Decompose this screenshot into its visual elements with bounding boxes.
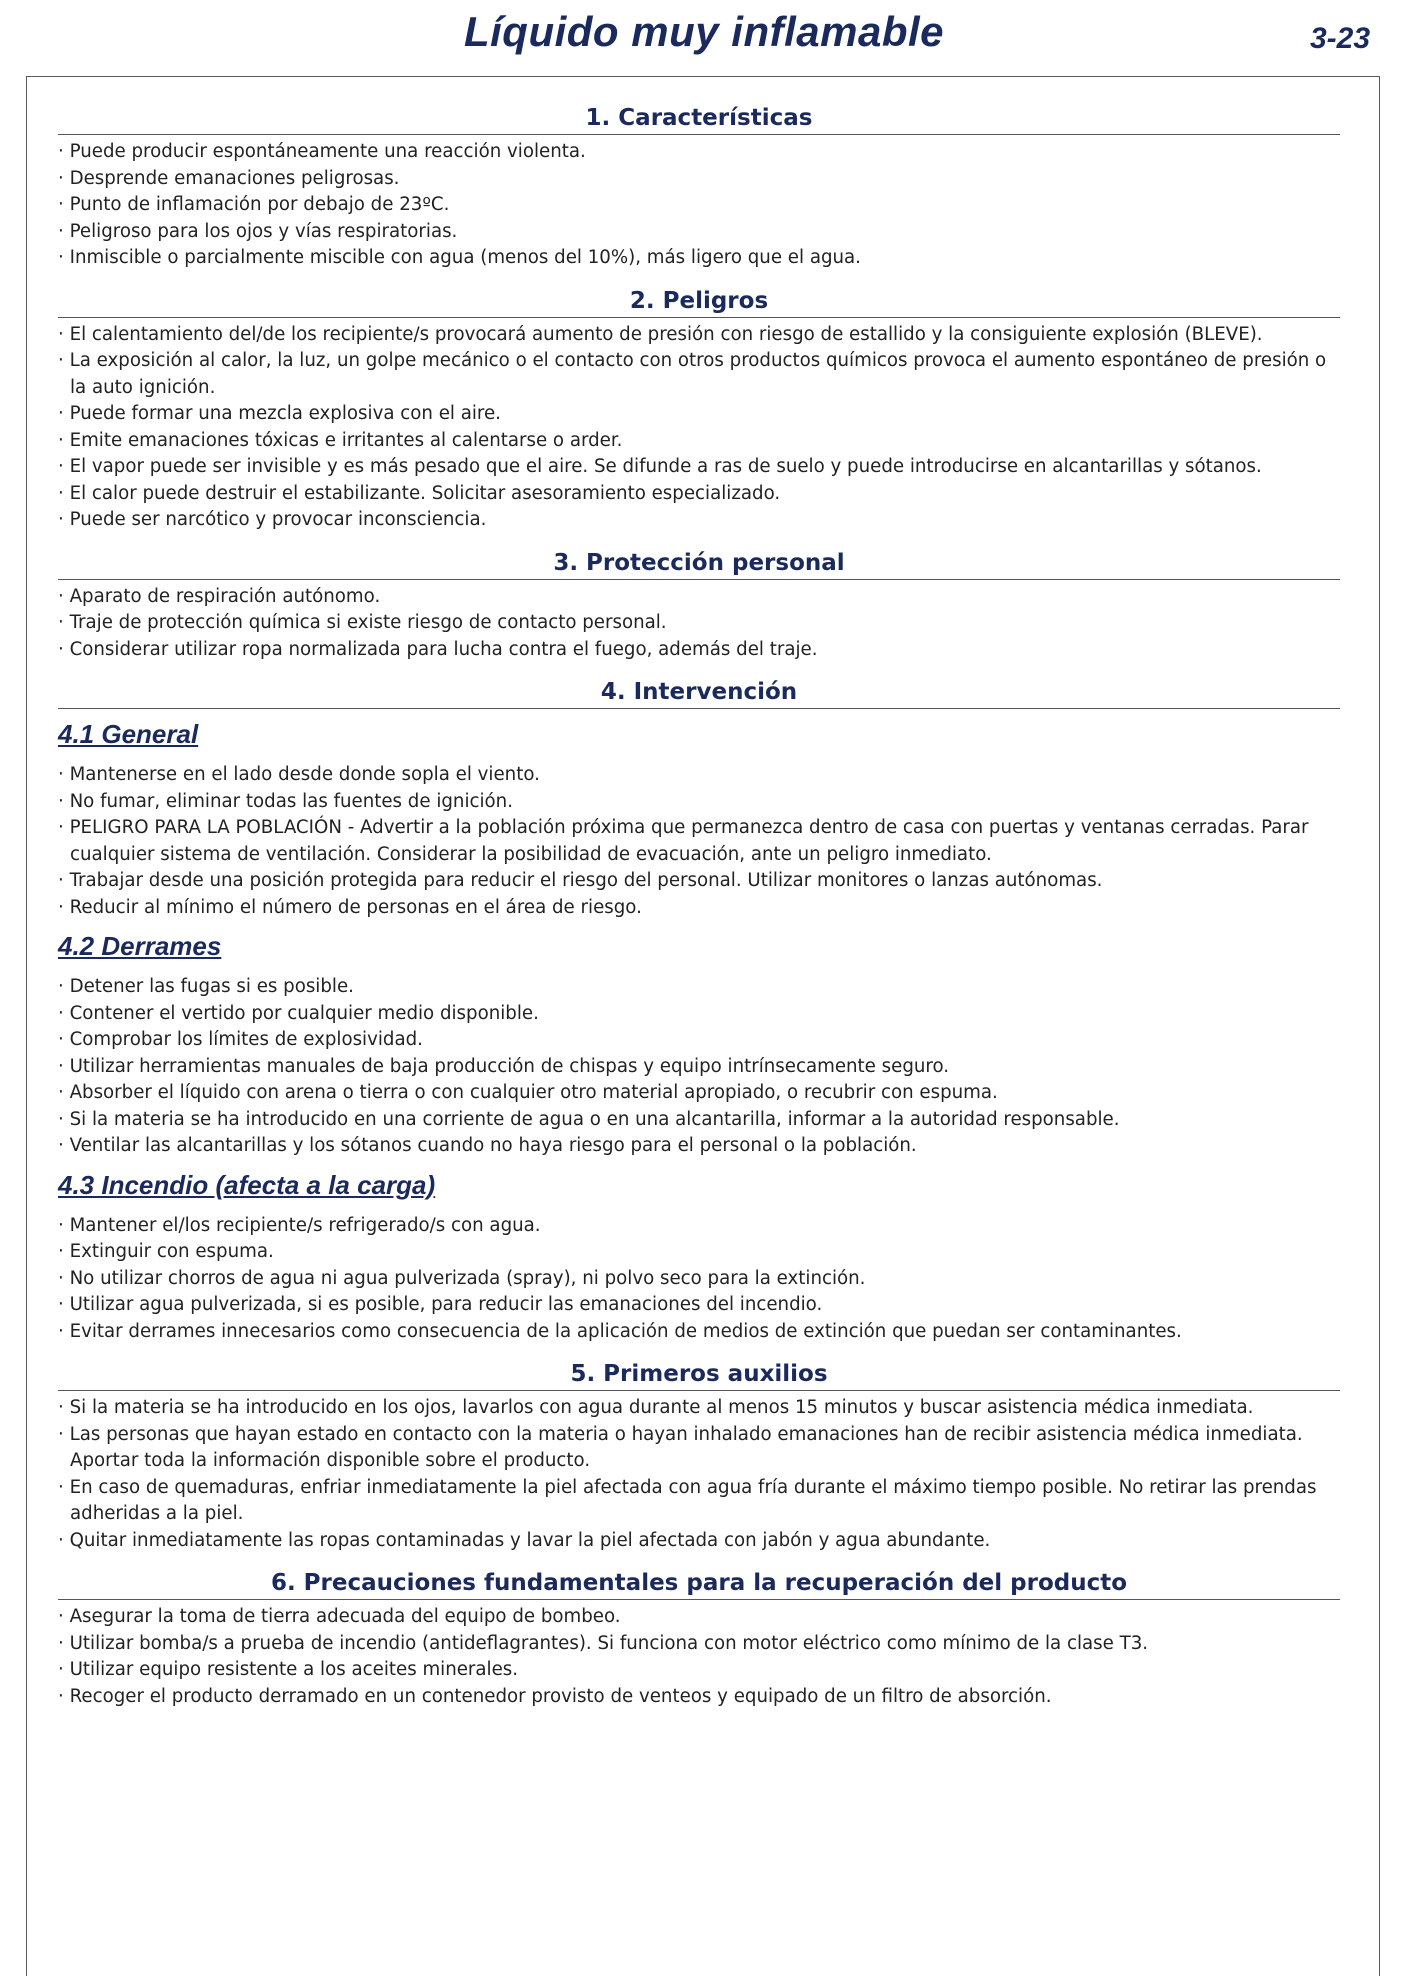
list-item: · Utilizar herramientas manuales de baja producción de chispas y equipo intrínsecamente seguro. [58, 1054, 1340, 1081]
subsection-2 [58, 931, 1340, 1160]
bullet-list [58, 139, 1340, 272]
list-item: · Extinguir con espuma. [58, 1239, 1340, 1266]
list-item: · Contener el vertido por cualquier medio disponible. [58, 1001, 1340, 1028]
list-item: · Detener las fugas si es posible. [58, 974, 1340, 1001]
list-item: · Traje de protección química si existe riesgo de contacto personal. [58, 610, 1340, 637]
list-item: · Puede ser narcótico y provocar inconsciencia. [58, 507, 1340, 534]
section-3 [58, 550, 1340, 664]
bullet-list [58, 584, 1340, 664]
list-item: · Asegurar la toma de tierra adecuada del equipo de bombeo. [58, 1604, 1340, 1631]
list-item: · Recoger el producto derramado en un contenedor provisto de venteos y equipado de un filtro de absorción. [58, 1684, 1340, 1711]
list-item: · Aparato de respiración autónomo. [58, 584, 1340, 611]
section-4 [58, 679, 1340, 1345]
bullet-list [58, 1395, 1340, 1554]
list-item: · Reducir al mínimo el número de personas en el área de riesgo. [58, 895, 1340, 922]
section-title: 3. Protección personal [58, 550, 1340, 580]
list-item: · Utilizar agua pulverizada, si es posible, para reducir las emanaciones del incendio. [58, 1292, 1340, 1319]
list-item: · La exposición al calor, la luz, un golpe mecánico o el contacto con otros productos químicos provoca el aumento espontáneo de presión o la auto ignición. [58, 348, 1340, 401]
section-title: 1. Características [58, 105, 1340, 135]
list-item: · El calor puede destruir el estabilizante. Solicitar asesoramiento especializado. [58, 481, 1340, 508]
section-title: 4. Intervención [58, 679, 1340, 709]
section-1 [58, 105, 1340, 272]
list-item: · Las personas que hayan estado en contacto con la materia o hayan inhalado emanaciones han de recibir asistencia médica inmediata. Aportar toda la información disponible sobre el producto. [58, 1422, 1340, 1475]
list-item: · Puede producir espontáneamente una reacción violenta. [58, 139, 1340, 166]
list-item: · Puede formar una mezcla explosiva con el aire. [58, 401, 1340, 428]
section-title: 2. Peligros [58, 288, 1340, 318]
list-item: · No fumar, eliminar todas las fuentes de ignición. [58, 789, 1340, 816]
section-2 [58, 288, 1340, 534]
bullet-list [58, 322, 1340, 534]
bullet-list [58, 1604, 1340, 1710]
list-item: · Mantener el/los recipiente/s refrigerado/s con agua. [58, 1213, 1340, 1240]
list-item: · En caso de quemaduras, enfriar inmediatamente la piel afectada con agua fría durante el máximo tiempo posible. No retirar las prendas adheridas a la piel. [58, 1475, 1340, 1528]
subsection-title: 4.2 Derrames [58, 931, 222, 961]
list-item: · Si la materia se ha introducido en los ojos, lavarlos con agua durante al menos 15 minutos y buscar asistencia médica inmediata. [58, 1395, 1340, 1422]
bullet-list [58, 1213, 1340, 1346]
list-item: · Inmiscible o parcialmente miscible con agua (menos del 10%), más ligero que el agua. [58, 245, 1340, 272]
document-title: Líquido muy inflamable [463, 8, 945, 55]
subsection-1 [58, 719, 1340, 921]
list-item: · No utilizar chorros de agua ni agua pulverizada (spray), ni polvo seco para la extinción. [58, 1266, 1340, 1293]
section-6 [58, 1570, 1340, 1710]
bullet-list [58, 762, 1340, 921]
list-item: · Trabajar desde una posición protegida para reducir el riesgo del personal. Utilizar monitores o lanzas autónomas. [58, 868, 1340, 895]
section-5 [58, 1361, 1340, 1554]
page-header [0, 0, 1408, 76]
list-item: · Emite emanaciones tóxicas e irritantes al calentarse o arder. [58, 428, 1340, 455]
subsection-title: 4.1 General [58, 719, 199, 749]
list-item: · El vapor puede ser invisible y es más pesado que el aire. Se difunde a ras de suelo y puede introducirse en alcantarillas y sótanos. [58, 454, 1340, 481]
subsection-3 [58, 1170, 1340, 1346]
list-item: · Mantenerse en el lado desde donde sopla el viento. [58, 762, 1340, 789]
list-item: · Utilizar bomba/s a prueba de incendio (antideflagrantes). Si funciona con motor eléctrico como mínimo de la clase T3. [58, 1631, 1340, 1658]
page-number: 3-23 [1309, 22, 1370, 55]
list-item: · Absorber el líquido con arena o tierra o con cualquier otro material apropiado, o recubrir con espuma. [58, 1080, 1340, 1107]
list-item: · Desprende emanaciones peligrosas. [58, 166, 1340, 193]
bullet-list [58, 974, 1340, 1160]
list-item: · Peligroso para los ojos y vías respiratorias. [58, 219, 1340, 246]
list-item: · El calentamiento del/de los recipiente/s provocará aumento de presión con riesgo de estallido y la consiguiente explosión (BLEVE). [58, 322, 1340, 349]
list-item: · Comprobar los límites de explosividad. [58, 1027, 1340, 1054]
document-body [58, 105, 1340, 1710]
list-item: · Utilizar equipo resistente a los aceites minerales. [58, 1657, 1340, 1684]
list-item: · PELIGRO PARA LA POBLACIÓN - Advertir a la población próxima que permanezca dentro de casa con puertas y ventanas cerradas. Parar cualquier sistema de ventilación. Considerar la posibilidad de evacuación, ante un peligro inmediato. [58, 815, 1340, 868]
list-item: · Punto de inflamación por debajo de 23ºC. [58, 192, 1340, 219]
subsection-title: 4.3 Incendio (afecta a la carga) [58, 1169, 436, 1200]
section-title: 5. Primeros auxilios [58, 1361, 1340, 1391]
list-item: · Quitar inmediatamente las ropas contaminadas y lavar la piel afectada con jabón y agua abundante. [58, 1528, 1340, 1555]
list-item: · Considerar utilizar ropa normalizada para lucha contra el fuego, además del traje. [58, 637, 1340, 664]
list-item: · Si la materia se ha introducido en una corriente de agua o en una alcantarilla, informar a la autoridad responsable. [58, 1107, 1340, 1134]
list-item: · Ventilar las alcantarillas y los sótanos cuando no haya riesgo para el personal o la población. [58, 1133, 1340, 1160]
list-item: · Evitar derrames innecesarios como consecuencia de la aplicación de medios de extinción que puedan ser contaminantes. [58, 1319, 1340, 1346]
section-title: 6. Precauciones fundamentales para la recuperación del producto [58, 1570, 1340, 1600]
